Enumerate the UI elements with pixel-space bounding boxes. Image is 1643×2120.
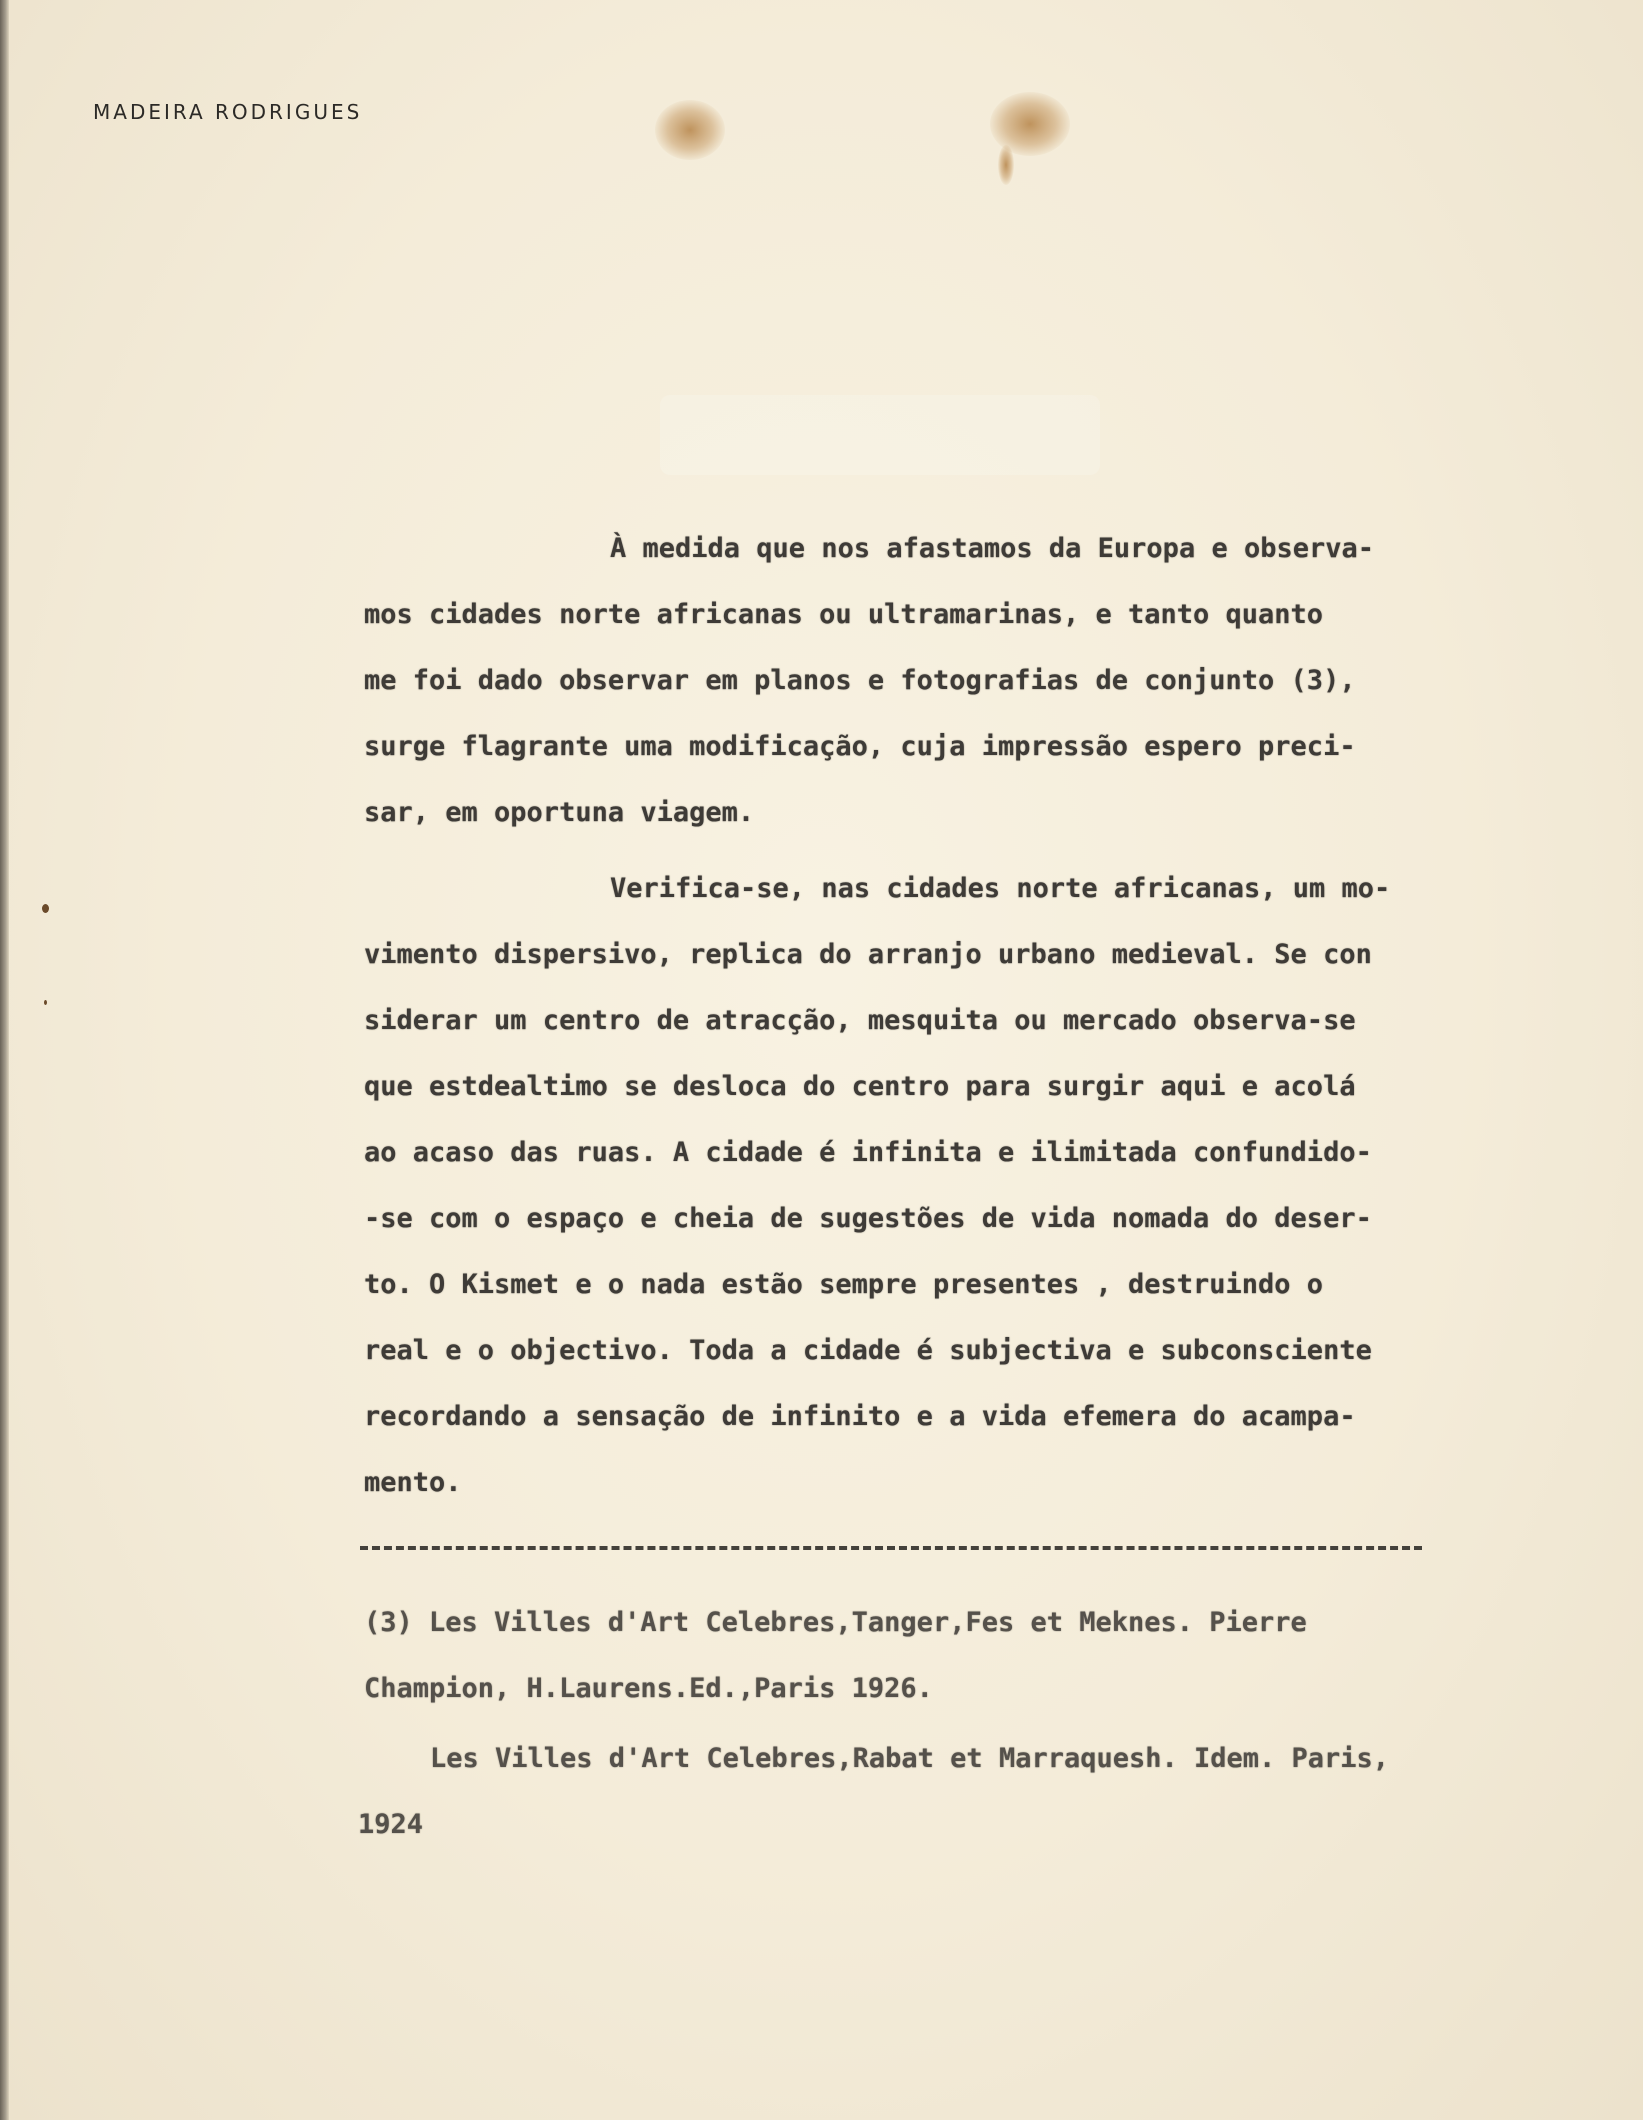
- footnote-line-3: Les Villes d'Art Celebres,Rabat et Marraquesh. Idem. Paris,: [430, 1743, 1390, 1774]
- footnote-separator: [360, 1546, 1422, 1550]
- paragraph-2-line-10: mento.: [364, 1467, 462, 1498]
- paragraph-1-line-3: me foi dado observar em planos e fotografias de conjunto (3),: [364, 665, 1356, 696]
- paragraph-2-line-8: real e o objectivo. Toda a cidade é subjectiva e subconsciente: [364, 1335, 1372, 1366]
- paragraph-1-line-1: À medida que nos afastamos da Europa e observa-: [610, 533, 1375, 564]
- paragraph-2-line-5: ao acaso das ruas. A cidade é infinita e ilimitada confundido-: [364, 1137, 1372, 1168]
- rust-stain-right-tail: [998, 145, 1014, 185]
- paragraph-2-line-7: to. O Kismet e o nada estão sempre presentes , destruindo o: [364, 1269, 1324, 1300]
- letterhead: MADEIRA RODRIGUES: [93, 100, 363, 124]
- page-left-edge: [0, 0, 9, 2120]
- paragraph-2-line-6: -se com o espaço e cheia de sugestões de vida nomada do deser-: [364, 1203, 1372, 1234]
- paragraph-1-line-5: sar, em oportuna viagem.: [364, 797, 755, 828]
- ink-speck-left: [42, 904, 49, 913]
- paragraph-2-line-4: que estdealtimo se desloca do centro para surgir aqui e acolá: [364, 1071, 1356, 1102]
- paragraph-2-line-1: Verifica-se, nas cidades norte africanas, um mo-: [610, 873, 1391, 904]
- footnote-line-4: 1924: [358, 1809, 424, 1840]
- paper-smudge: [660, 395, 1100, 475]
- paragraph-2-line-3: siderar um centro de atracção, mesquita ou mercado observa-se: [364, 1005, 1356, 1036]
- rust-stain-left: [655, 100, 725, 160]
- paragraph-1-line-4: surge flagrante uma modificação, cuja impressão espero preci-: [364, 731, 1356, 762]
- ink-speck-mark: [44, 1000, 47, 1005]
- paragraph-2-line-9: recordando a sensação de infinito e a vida efemera do acampa-: [364, 1401, 1356, 1432]
- paragraph-2-line-2: vimento dispersivo, replica do arranjo urbano medieval. Se con: [364, 939, 1372, 970]
- footnote-line-1: (3) Les Villes d'Art Celebres,Tanger,Fes et Meknes. Pierre: [364, 1607, 1307, 1638]
- paragraph-1-line-2: mos cidades norte africanas ou ultramarinas, e tanto quanto: [364, 599, 1324, 630]
- footnote-line-2: Champion, H.Laurens.Ed.,Paris 1926.: [364, 1673, 933, 1704]
